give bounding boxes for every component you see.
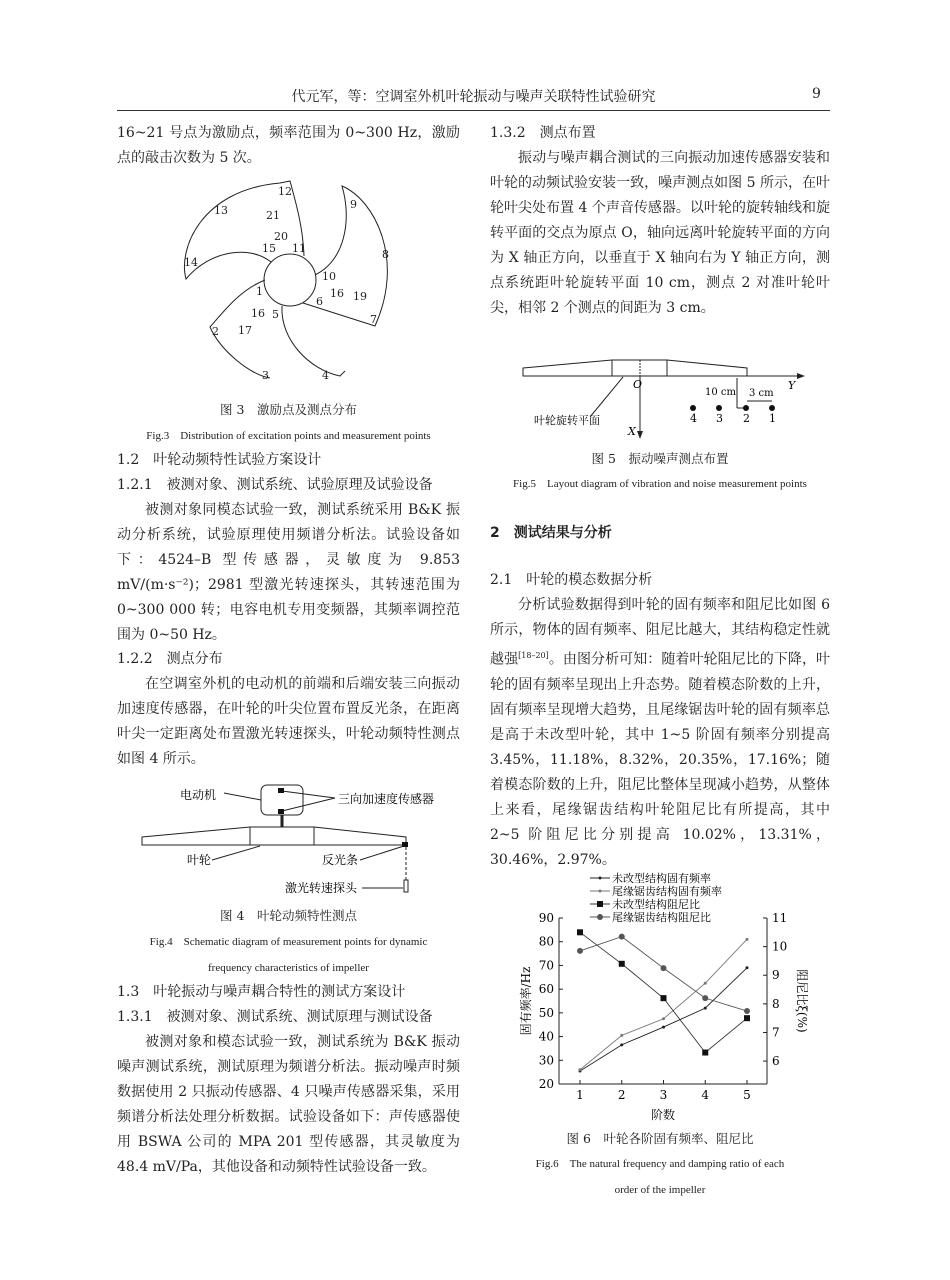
data-point: [662, 1017, 665, 1020]
legend-marker: [599, 877, 602, 880]
data-point: [620, 1034, 623, 1037]
paragraph: 16~21 号点为激励点，频率范围为 0~300 Hz，激励点的敲击次数为 5 次。: [117, 125, 460, 166]
y-tick-label: 80: [538, 934, 554, 949]
data-point: [744, 1008, 750, 1014]
point-label: 5: [272, 308, 279, 321]
data-point: [619, 961, 625, 967]
y2-tick-label: 9: [772, 968, 780, 983]
data-point: [704, 982, 707, 985]
page-number: 9: [812, 86, 821, 102]
figure-6-caption-en-2: order of the impeller: [614, 1184, 706, 1196]
y2-axis-title: 阻尼比ξ(%): [795, 969, 809, 1033]
label-motor: 电动机: [180, 788, 217, 802]
distance-3cm: 3 cm: [749, 388, 774, 399]
measurement-point: [743, 405, 749, 411]
section-1-3-2-body: [490, 146, 830, 321]
point-label: 6: [316, 295, 323, 308]
data-point: [702, 1050, 708, 1056]
point-label: 2: [743, 412, 750, 425]
impeller: [142, 827, 406, 845]
point-label: 21: [266, 209, 280, 222]
point-label: 9: [350, 198, 357, 211]
figure-4-caption: 图 4 叶轮动频特性测点: [220, 908, 357, 923]
paragraph: 被测对象和模态试验一致，测试系统为 B&K 振动噪声测试系统，测试原理为频谱分析法。振动噪声时频数据使用 2 只振动传感器、4 只噪声传感器采集，采用频谱分析法处理分析数据。试验设备如下：声传感器使用 BSWA 公司的 MPA 201 型传感器，其灵敏度为 48.4 mV/Pa，其他设备和动频特性试验设备一致。: [117, 1034, 460, 1175]
section-1-2-1-body: [117, 498, 460, 648]
figure-6-caption-en-1: Fig.6 The natural frequency and damping ratio of each: [535, 1158, 785, 1170]
blade: [282, 306, 345, 376]
citation[interactable]: [18–20]: [518, 651, 549, 660]
point-label: 20: [274, 230, 288, 243]
header-rule: [117, 110, 830, 111]
legend-marker: [597, 901, 603, 907]
y-tick-label: 50: [538, 1005, 554, 1020]
legend-marker: [597, 914, 603, 920]
label-impeller: 叶轮: [187, 853, 212, 867]
data-point: [744, 1015, 750, 1021]
y-tick-label: 60: [538, 982, 554, 997]
figure-3-caption: 图 3 激励点及测点分布: [220, 402, 357, 417]
x-tick-label: 1: [576, 1088, 584, 1102]
section-1-3-heading: 1.3 叶轮振动与噪声耦合特性的测试方案设计: [117, 984, 406, 1000]
data-point: [577, 929, 583, 935]
figure-6-caption: 图 6 叶轮各阶固有频率、阻尼比: [566, 1131, 754, 1146]
point-label: 16: [330, 287, 344, 300]
point-label: 4: [690, 412, 697, 425]
point-label: 7: [370, 313, 377, 326]
legend-marker: [599, 890, 602, 893]
distance-10cm: 10 cm: [705, 387, 736, 398]
series-line: [580, 939, 747, 1069]
y-axis-title: 固有频率/Hz: [519, 966, 533, 1036]
plane-label: 叶轮旋转平面: [534, 414, 600, 427]
data-point: [702, 995, 708, 1001]
figure-4-caption-en-1: Fig.4 Schematic diagram of measurement points for dynamic: [149, 936, 428, 948]
data-point: [746, 966, 749, 969]
y2-tick-label: 7: [772, 1025, 780, 1040]
point-label: 16: [251, 307, 265, 320]
figure-3-caption-en: Fig.3 Distribution of excitation points and measurement points: [146, 430, 431, 442]
point-label: 12: [278, 185, 292, 198]
y-tick-label: 40: [538, 1029, 554, 1044]
x-axis-label: X: [628, 425, 636, 438]
point-label: 14: [184, 256, 198, 269]
x-axis-title: 阶数: [650, 1108, 676, 1122]
paragraph: 分析试验数据得到叶轮的固有频率和阻尼比如图 6 所示，物体的固有频率、阻尼比越大，其结构稳定性就越强[18–20]。由图分析可知：随着叶轮阻尼比的下降，叶轮的固有频率呈现出上升态势。随着模态阶数的上升，固有频率呈现增大趋势，且尾缘锯齿叶轮的固有频率总是高于未改型叶轮，其中 1~5 阶固有频率分别提高 3.45%，11.18%，8.32%，20.35%，17.16%；随着模态阶数的上升，阻尼比整体呈现减小趋势，从整体上来看，尾缘锯齿结构叶轮阻尼比有所提高，其中 2~5 阶阻尼比分别提高 10.02%，13.31%，30.46%，2.97%。: [490, 597, 831, 868]
point-label: 10: [322, 270, 336, 283]
data-point: [620, 1043, 623, 1046]
y2-tick-label: 8: [772, 996, 780, 1011]
measurement-point: [769, 405, 775, 411]
figure-6-chart: [500, 868, 820, 1130]
point-label: 15: [262, 242, 276, 255]
point-label: 8: [382, 248, 389, 261]
figure-5-caption-en: Fig.5 Layout diagram of vibration and noise measurement points: [513, 478, 807, 490]
section-1-2-2-heading: 1.2.2 测点分布: [117, 651, 223, 667]
point-label: 19: [353, 290, 367, 303]
label-reflector: 反光条: [322, 853, 359, 867]
figure-3-impeller: [170, 180, 410, 380]
data-point: [662, 1026, 665, 1029]
laser-probe: [404, 880, 408, 892]
origin-label: O: [633, 378, 643, 391]
section-1-3-2-heading: 1.3.2 测点布置: [490, 125, 596, 141]
legend-label: 尾缘锯齿结构固有频率: [612, 885, 722, 898]
data-point: [661, 995, 667, 1001]
measurement-point: [690, 405, 696, 411]
data-point: [746, 938, 749, 941]
section-1-2-heading: 1.2 叶轮动频特性试验方案设计: [117, 452, 322, 468]
point-label: 1: [769, 412, 776, 425]
point-label: 17: [238, 324, 252, 337]
point-label: 4: [322, 369, 329, 380]
section-2-1-body: [490, 593, 830, 873]
label-probe: 激光转速探头: [285, 881, 358, 895]
paragraph: 被测对象同模态试验一致，测试系统采用 B&K 振动分析系统，试验原理使用频谱分析法。试验设备如下：4524–B 型传感器，灵敏度为 9.853 mV/(m·s⁻²)；2981 型激光转速探头，其转速范围为 0~300 000 转；电容电机专用变频器，其频率调控范围为 0~50 Hz。: [117, 502, 460, 643]
figure-4-diagram: [130, 780, 460, 900]
point-label: 13: [214, 204, 228, 217]
x-tick-label: 2: [617, 1088, 626, 1102]
y-tick-label: 90: [538, 911, 554, 925]
data-point: [577, 948, 583, 954]
y-tick-label: 30: [538, 1053, 554, 1068]
x-tick-label: 3: [659, 1088, 668, 1102]
point-label: 3: [262, 369, 269, 380]
measurement-point: [716, 405, 722, 411]
point-label: 1: [256, 285, 263, 298]
point-label: 2: [212, 325, 219, 338]
x-tick-label: 4: [701, 1088, 710, 1102]
section-2-heading: 2 测试结果与分析: [490, 525, 612, 541]
legend-label: 尾缘锯齿结构阻尼比: [612, 911, 711, 924]
figure-5-caption: 图 5 振动噪声测点布置: [591, 451, 729, 466]
hub: [264, 254, 316, 306]
legend-label: 未改型结构阻尼比: [612, 898, 700, 911]
point-label: 3: [716, 412, 723, 425]
point-label: 11: [292, 242, 306, 255]
y2-tick-label: 11: [772, 911, 788, 925]
paragraph: 振动与噪声耦合测试的三向振动加速传感器安装和叶轮的动频试验安装一致，噪声测点如图 5 所示，在叶轮叶尖处布置 4 个声音传感器。以叶轮的旋转轴线和旋转平面的交点为原点 O，轴向远离叶轮旋转平面的方向为 X 轴正方向，以垂直于 X 轴向右为 Y 轴正方向，测点系统距叶轮旋转平面 10 cm，测点 2 对准叶轮叶尖，相邻 2 个测点的间距为 3 cm。: [490, 150, 830, 316]
data-point: [579, 1068, 582, 1071]
y-axis-label: Y: [788, 379, 796, 392]
label-sensor: 三向加速度传感器: [338, 792, 435, 806]
data-point: [619, 934, 625, 940]
section-2-1-heading: 2.1 叶轮的模态数据分析: [490, 572, 653, 588]
legend-label: 未改型结构固有频率: [612, 872, 711, 885]
data-point: [704, 1007, 707, 1010]
y-tick-label: 20: [538, 1077, 554, 1091]
section-1-3-1-heading: 1.3.1 被测对象、测试系统、测试原理与测试设备: [117, 1009, 433, 1025]
x-tick-label: 5: [743, 1088, 751, 1102]
running-header: 代元军，等：空调室外机叶轮振动与噪声关联特性试验研究: [291, 89, 656, 105]
section-1-2-2-body: [117, 672, 460, 772]
left-intro: [117, 121, 460, 171]
figure-5-diagram: [510, 355, 810, 445]
y2-tick-label: 10: [772, 939, 788, 954]
y-tick-label: 70: [538, 958, 554, 973]
figure-4-caption-en-2: frequency characteristics of impeller: [208, 962, 369, 974]
y2-tick-label: 6: [772, 1054, 780, 1069]
paragraph: 在空调室外机的电动机的前端和后端安装三向振动加速度传感器，在叶轮的叶尖位置布置反光条，在距离叶尖一定距离处布置激光转速探头，叶轮动频特性测点如图 4 所示。: [117, 676, 460, 767]
section-1-2-1-heading: 1.2.1 被测对象、测试系统、试验原理及试验设备: [117, 477, 433, 493]
data-point: [661, 965, 667, 971]
section-1-3-1-body: [117, 1030, 460, 1180]
